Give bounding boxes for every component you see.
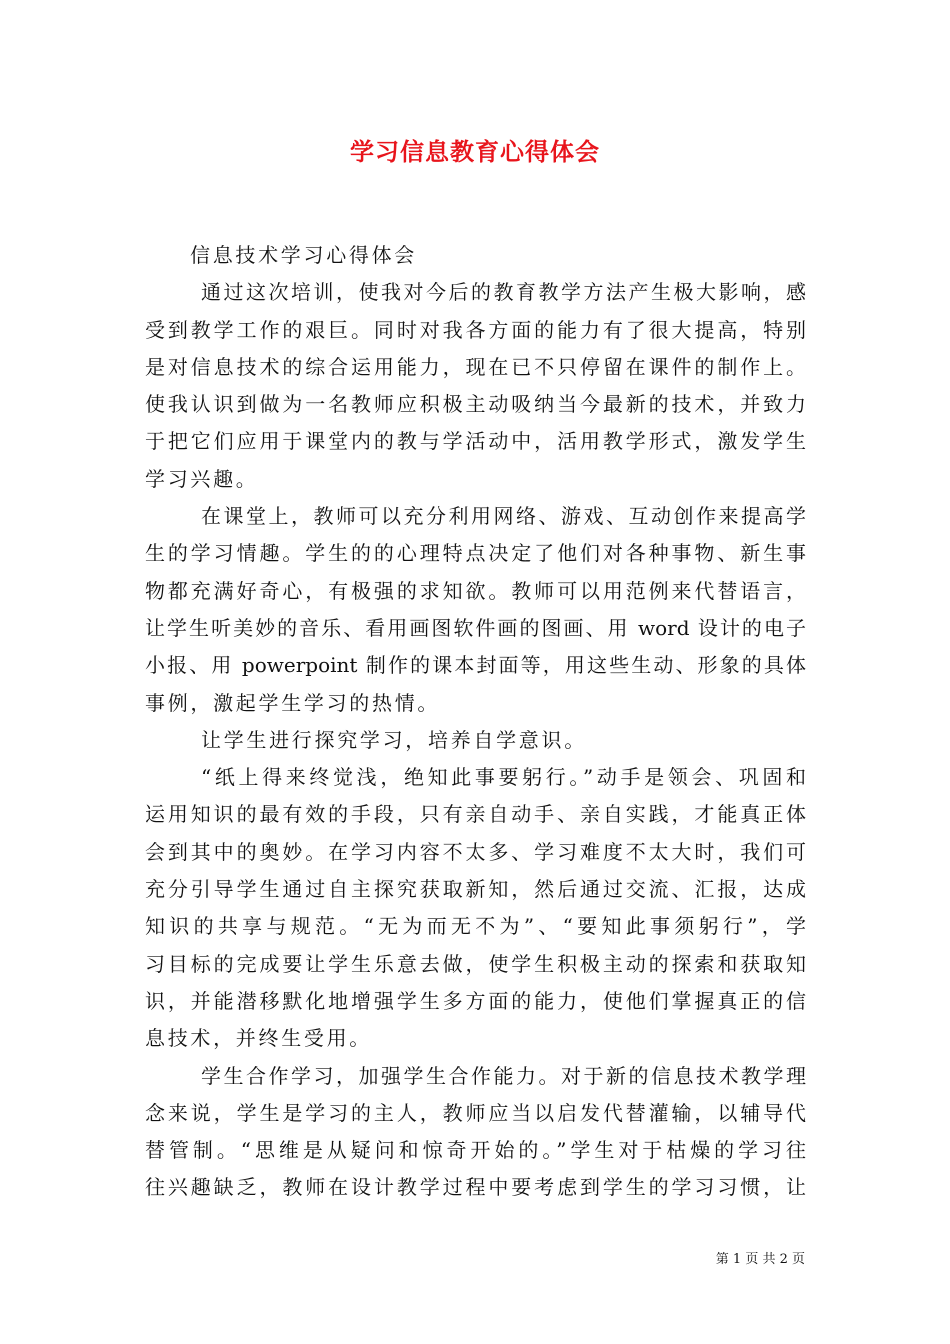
paragraph-2-line: 物都充满好奇心，有极强的求知欲。教师可以用范例来代替语言，: [145, 578, 806, 603]
paragraph-5-line: 念来说，学生是学习的主人，教师应当以启发代替灌输，以辅导代: [145, 1100, 806, 1125]
paragraph-4-line: 会到其中的奥妙。在学习内容不太多、学习难度不太大时，我们可: [145, 839, 806, 864]
paragraph-2-line: 让学生听美妙的音乐、看用画图软件画的图画、用 word 设计的电子: [145, 615, 806, 640]
paragraph-1-line: 受到教学工作的艰巨。同时对我各方面的能力有了很大提高，特别: [145, 317, 806, 342]
paragraph-4-line: “纸上得来终觉浅，绝知此事要躬行。”动手是领会、巩固和: [201, 765, 806, 790]
paragraph-5-line: 学生合作学习，加强学生合作能力。对于新的信息技术教学理: [201, 1063, 806, 1088]
paragraph-4-line: 运用知识的最有效的手段，只有亲自动手、亲自实践，才能真正体: [145, 802, 806, 827]
paragraph-4-line: 习目标的完成要让学生乐意去做，使学生积极主动的探索和获取知: [145, 951, 806, 976]
paragraph-4-line: 充分引导学生通过自主探究获取新知，然后通过交流、汇报，达成: [145, 877, 806, 902]
paragraph-1-line: 学习兴趣。: [145, 466, 259, 491]
paragraph-4-line: 知识的共享与规范。“无为而无不为”、“要知此事须躬行”，学: [145, 914, 806, 939]
paragraph-4-line: 息技术，并终生受用。: [145, 1026, 372, 1051]
paragraph-3-line: 让学生进行探究学习，培养自学意识。: [201, 727, 587, 752]
paragraph-2-line: 生的学习情趣。学生的的心理特点决定了他们对各种事物、新生事: [145, 541, 806, 566]
paragraph-2-line: 事例，激起学生学习的热情。: [145, 690, 441, 715]
paragraph-5-line: 替管制。“思维是从疑问和惊奇开始的。”学生对于枯燥的学习往: [145, 1138, 806, 1163]
document-subtitle: 信息技术学习心得体会: [190, 243, 417, 267]
document-body: [145, 237, 806, 1207]
paragraph-1-line: 于把它们应用于课堂内的教与学活动中，活用教学形式，激发学生: [145, 429, 806, 454]
paragraph-2-line: 在课堂上，教师可以充分利用网络、游戏、互动创作来提高学: [201, 504, 806, 529]
paragraph-1-line: 是对信息技术的综合运用能力，现在已不只停留在课件的制作上。: [145, 354, 806, 379]
paragraph-4-line: 识，并能潜移默化地增强学生多方面的能力，使他们掌握真正的信: [145, 988, 806, 1013]
page-number: 第 1 页 共 2 页: [715, 1252, 805, 1267]
paragraph-2-line: 小报、用 powerpoint 制作的课本封面等，用这些生动、形象的具体: [145, 653, 806, 678]
paragraph-1-line: 使我认识到做为一名教师应积极主动吸纳当今最新的技术，并致力: [145, 392, 806, 417]
document-title: 学习信息教育心得体会: [350, 138, 600, 166]
paragraph-5-line: 往兴趣缺乏，教师在设计教学过程中要考虑到学生的学习习惯，让: [145, 1175, 806, 1200]
paragraph-1-line: 通过这次培训，使我对今后的教育教学方法产生极大影响，感: [201, 280, 806, 305]
